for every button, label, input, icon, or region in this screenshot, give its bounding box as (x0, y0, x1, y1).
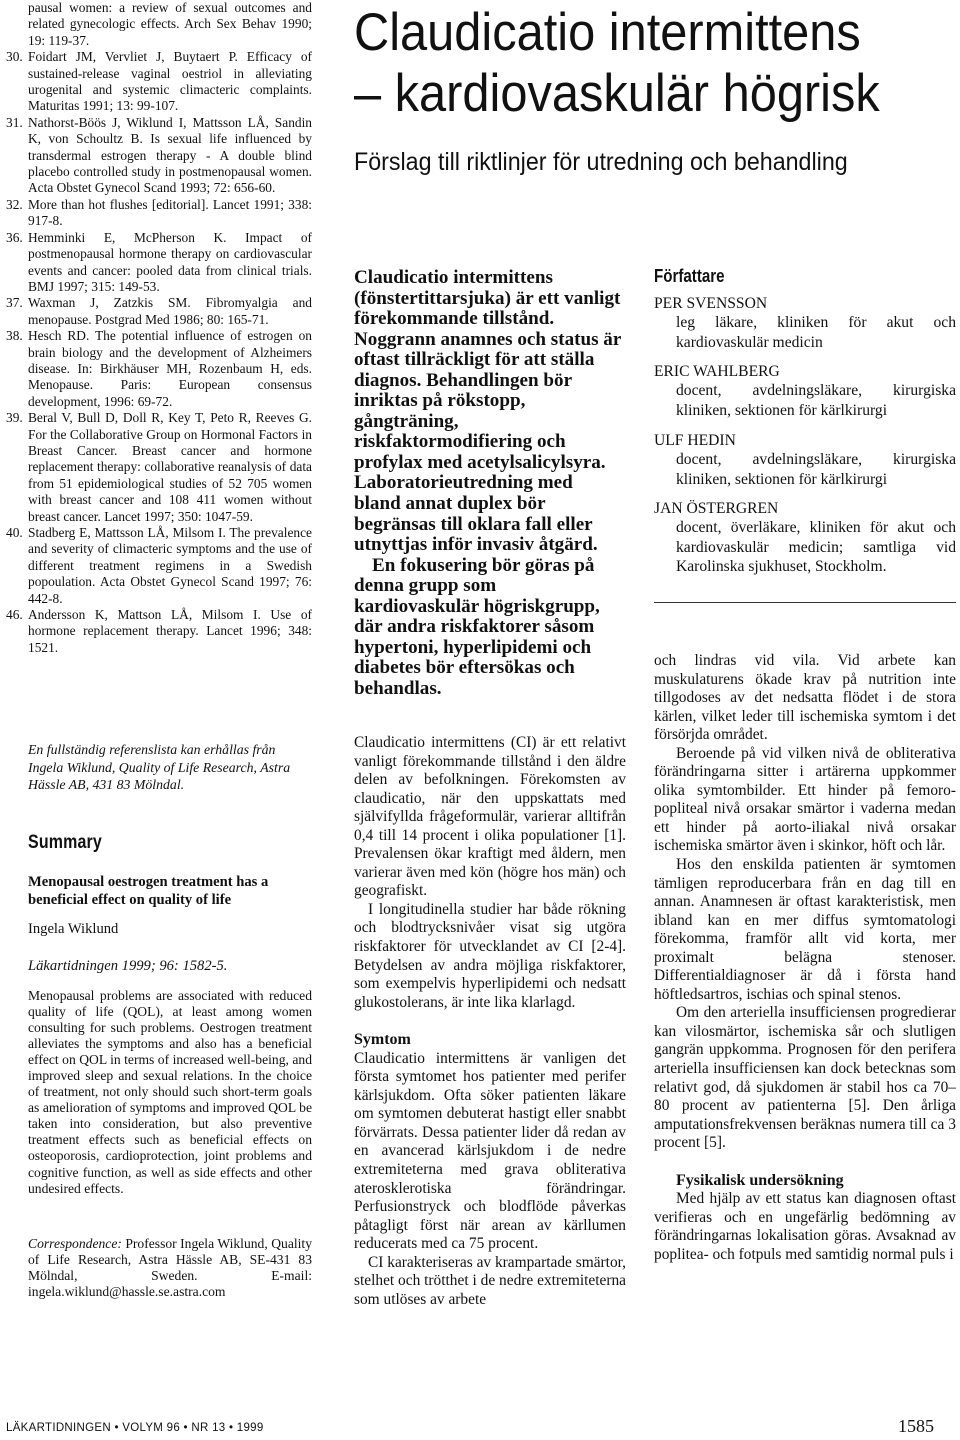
author-name: ULF HEDIN (654, 432, 736, 449)
reference-text: Foidart JM, Vervliet J, Buytaert P. Efficacy of sustained-release vaginal oestriol in alleviating urogenital and systemic climacteric complaints. Maturitas 1991; 13: 99-107. (28, 49, 312, 114)
reference-number: 32. (6, 196, 23, 212)
summary-author: Ingela Wiklund (28, 921, 119, 937)
reference-number: 37. (6, 295, 23, 311)
article-subtitle: Förslag till riktlinjer för utredning och behandling (354, 148, 848, 176)
body-paragraph: I longitudinella studier har både rökning och blodtrycksnivåer visat sig utgöra riskfaktorer för utvecklandet av CI [2-4]. Betydelsen av andra möjliga riskfaktorer, som exempelvis hyperlipidemi och nedsatt glukostolerans, är inte lika klarlagd. (354, 900, 626, 1011)
body-column-middle (354, 734, 626, 1309)
summary-title: Menopausal oestrogen treatment has a beneficial effect on quality of life (28, 874, 269, 908)
reference-item (6, 230, 312, 296)
article-title-line-1: Claudicatio intermittens (354, 3, 861, 62)
body-paragraph: Claudicatio intermittens är vanligen det första symtomet hos patienter med perifer kärlsjukdom. Ofta söker patienten läkare om symtomen debuterat hastigt eller snabbt förvärrats. Dessa patienter lider då redan av en avancerad kärlsjukdom i de nedre extremiteterna med grava obliterativa aterosklerotiska förändringar. Perfusionstryck och blodflöde påverkas påtagligt först när arean av kärllumen reducerats med ca 75 procent. (354, 1049, 626, 1253)
reference-number: 39. (6, 410, 23, 426)
author-affiliation: docent, överläkare, kliniken för akut och kardiovaskulär medicin; samtliga vid Karolinska sjukhuset, Stockholm. (676, 519, 956, 575)
reference-item (6, 607, 312, 656)
author-affiliation: leg läkare, kliniken för akut och kardiovaskulär medicin (676, 314, 956, 351)
reference-item (6, 197, 312, 230)
authors-heading: Författare (654, 266, 725, 286)
reference-text: Hesch RD. The potential influence of estrogen on brain biology and the development of Alzheimers disease. In: Birkhäuser MH, Rozenbaum H, eds. Menopause. Paris: European consensus development, 1996: 69-72. (28, 328, 312, 409)
reference-number: 46. (6, 607, 23, 623)
reference-text: Beral V, Bull D, Doll R, Key T, Peto R, Reeves G. For the Collaborative Group on Hormonal Factors in Breast Cancer. Breast cancer and hormone replacement therapy: collaborative reanalysis of data from 51 epidemiological studies of 52 705 women with breast cancer and 108 411 women without breast cancer. Lancet 1997; 350: 1047-59. (28, 410, 312, 524)
body-paragraph: Med hjälp av ett status kan diagnosen oftast verifieras och en ungefärlig bedömning av förändringarnas lokalisation göras. Avsaknad av poplitea- och fotpuls med samtidig normal puls i (654, 1190, 956, 1263)
author-entry (654, 499, 956, 576)
reference-text: Stadberg E, Mattsson LÅ, Milsom I. The prevalence and severity of climacteric symptoms and the use of different treatment regimens in a Swedish popoulation. Acta Obstet Gynecol Scand 1997; 76: 442-8. (28, 525, 312, 606)
reference-number: 30. (6, 49, 23, 65)
body-paragraph: Hos den enskilda patienten är symtomen tämligen reproducerbara från en dag till en annan. Anamnesen är oftast karakteristisk, men ibland kan en mer diffus symtomatologi förekomma, framför allt vid korta, mer proximalt belägna stenoser. Differentialdiagnoser är då i första hand höftledsartros, ischias och spinal stenos. (654, 856, 956, 1003)
body-paragraph: Om den arteriella insufficiensen progredierar kan vilosmärtor, ischemiska sår och slutligen gangrän uppkomma. Prognosen för den perifera arteriella insufficiensen kan dock betecknas som relativt god, då sjukdomen är stabil hos ca 70–80 procent av patienterna [5]. Den årliga amputationsfrekvensen beräknas numera till ca 3 procent [5]. (654, 1004, 956, 1152)
article-title-line-2: – kardiovaskulär högrisk (354, 64, 880, 123)
author-name: ERIC WAHLBERG (654, 363, 780, 380)
author-name: PER SVENSSON (654, 295, 768, 312)
reference-text: Waxman J, Zatzkis SM. Fibromyalgia and menopause. Postgrad Med 1986; 80: 165-71. (28, 295, 312, 327)
article-title (354, 2, 956, 124)
author-entry (654, 294, 956, 352)
reference-number: 31. (6, 114, 23, 130)
lead-paragraph-1: Claudicatio intermittens (fönstertittarsjuka) är ett vanligt förekommande tillstånd. Noggrann anamnes och status är oftast tillräckligt för att ställa diagnos. Behandlingen bör inriktas på rökstopp, gångträning, riskfaktormodifiering och profylax med acetylsalicylsyra. Laboratorieutredning med bland annat duplex bör begränsas till oklara fall eller utnyttjas inför invasiv åtgärd. (354, 267, 621, 556)
reference-text: Nathorst-Böös J, Wiklund I, Mattsson LÅ, Sandin K, von Schoultz B. Is sexual life influenced by transdermal estrogen therapy - A double blind placebo controlled study in postmenopausal women. Acta Obstet Gynecol Scand 1993; 72: 656-60. (28, 114, 312, 196)
reference-text: pausal women: a review of sexual outcomes and related gynecologic effects. Arch Sex Behav 1990; 19: 119-37. (28, 0, 312, 48)
correspondence-label: Correspondence: (28, 1236, 122, 1251)
lead-paragraph-2: En fokusering bör göras på denna grupp som kardiovaskulär högriskgrupp, där andra riskfaktorer såsom hypertoni, hyperlipidemi och diabetes bör eftersökas och behandlas. (354, 554, 600, 699)
summary-citation: Läkartidningen 1999; 96: 1582-5. (28, 958, 228, 974)
reference-list (6, 0, 312, 656)
reference-number: 36. (6, 229, 23, 245)
author-affiliation: docent, avdelningsläkare, kirurgiska kliniken, sektionen för kärlkirurgi (676, 382, 956, 419)
reference-text: More than hot flushes [editorial]. Lancet 1991; 338: 917-8. (28, 196, 312, 229)
reference-item (6, 0, 312, 49)
reference-item (6, 49, 312, 115)
reference-number: 38. (6, 328, 23, 344)
page-number: 1585 (898, 1416, 934, 1436)
summary-heading: Summary (28, 832, 102, 853)
reference-number: 40. (6, 525, 23, 540)
author-entry (654, 431, 956, 489)
authors-divider (654, 602, 956, 603)
journal-footer: LÄKARTIDNINGEN • VOLYM 96 • NR 13 • 1999 (6, 1422, 264, 1434)
reference-item (6, 328, 312, 410)
reference-text: Hemminki E, McPherson K. Impact of postmenopausal hormone therapy on cardiovascular events and cancer: pooled data from clinical trials. BMJ 1997; 315: 149-53. (28, 229, 312, 294)
body-paragraph: Claudicatio intermittens (CI) är ett relativt vanligt förekommande tillstånd i den äldre delen av befolkningen. Förekomsten av claudicatio, när den uppskattats med självifyllda frågeformulär, varierar alltifrån 0,4 till 14 procent i olika populationer [1]. Prevalensen ökar kraftigt med åldern, men varierar även med kön (högre hos män) och geografiskt. (354, 734, 626, 900)
summary-body: Menopausal problems are associated with reduced quality of life (QOL), at least among women consulting for such problems. Oestrogen treatment alleviates the symptoms and also has a beneficial effect on QOL in terms of increased well-being, and improved sleep and sexual relations. In the choice of treatment, not only should such short-term goals as amelioration of symptoms and improved QOL be taken into consideration, but also preventive treatment effects such as beneficial effects on osteoporosis, cardioprotection, joint problems and cognitive function, as well as side effects and other undesired effects. (28, 988, 312, 1196)
reference-item (6, 115, 312, 197)
author-name: JAN ÖSTERGREN (654, 500, 779, 517)
body-paragraph: och lindras vid vila. Vid arbete kan muskulaturens ökade krav på nutrition inte tillgodoses av det nedsatta flödet i de stora kärlen, vilket leder till ischemiska symtom i det försörjda området. (654, 652, 956, 744)
reference-list-note: En fullständig referenslista kan erhållas från Ingela Wiklund, Quality of Life Research, Astra Hässle AB, 431 83 Mölndal. (28, 742, 291, 792)
correspondence-text: Professor Ingela Wiklund, Quality of Life Research, Astra Hässle AB, SE-431 83 Mölndal, Sweden. E-mail: ingela.wiklund@hassle.se.astra.com (28, 1236, 312, 1300)
body-column-right (654, 652, 956, 1265)
body-paragraph: Beroende på vid vilken nivå de obliterativa förändringarna sitter i artärerna uppkommer olika symtombilder. Ett hinder på femoro-popliteal nivå orsakar smärtor i vaderna medan ett hinder på aorto-iliakal nivå orsakar ischemiska smärtor även i skinkor, höft och lår. (654, 744, 956, 855)
article-lead (354, 268, 624, 699)
section-heading-fysikalisk: Fysikalisk undersökning (676, 1171, 844, 1189)
body-paragraph: CI karakteriseras av krampartade smärtor, stelhet och trötthet i de nedre extremiteterna som utlöses av arbete (354, 1253, 626, 1308)
section-heading-symtom: Symtom (354, 1031, 411, 1049)
summary-correspondence (28, 1236, 312, 1300)
reference-item (6, 410, 312, 525)
reference-text: Andersson K, Mattson LÅ, Milsom I. Use of hormone replacement therapy. Lancet 1996; 348: 1521. (28, 607, 312, 655)
author-affiliation: docent, avdelningsläkare, kirurgiska kliniken, sektionen för kärlkirurgi (676, 451, 956, 488)
reference-item (6, 525, 312, 607)
reference-item (6, 295, 312, 328)
author-entry (654, 362, 956, 420)
